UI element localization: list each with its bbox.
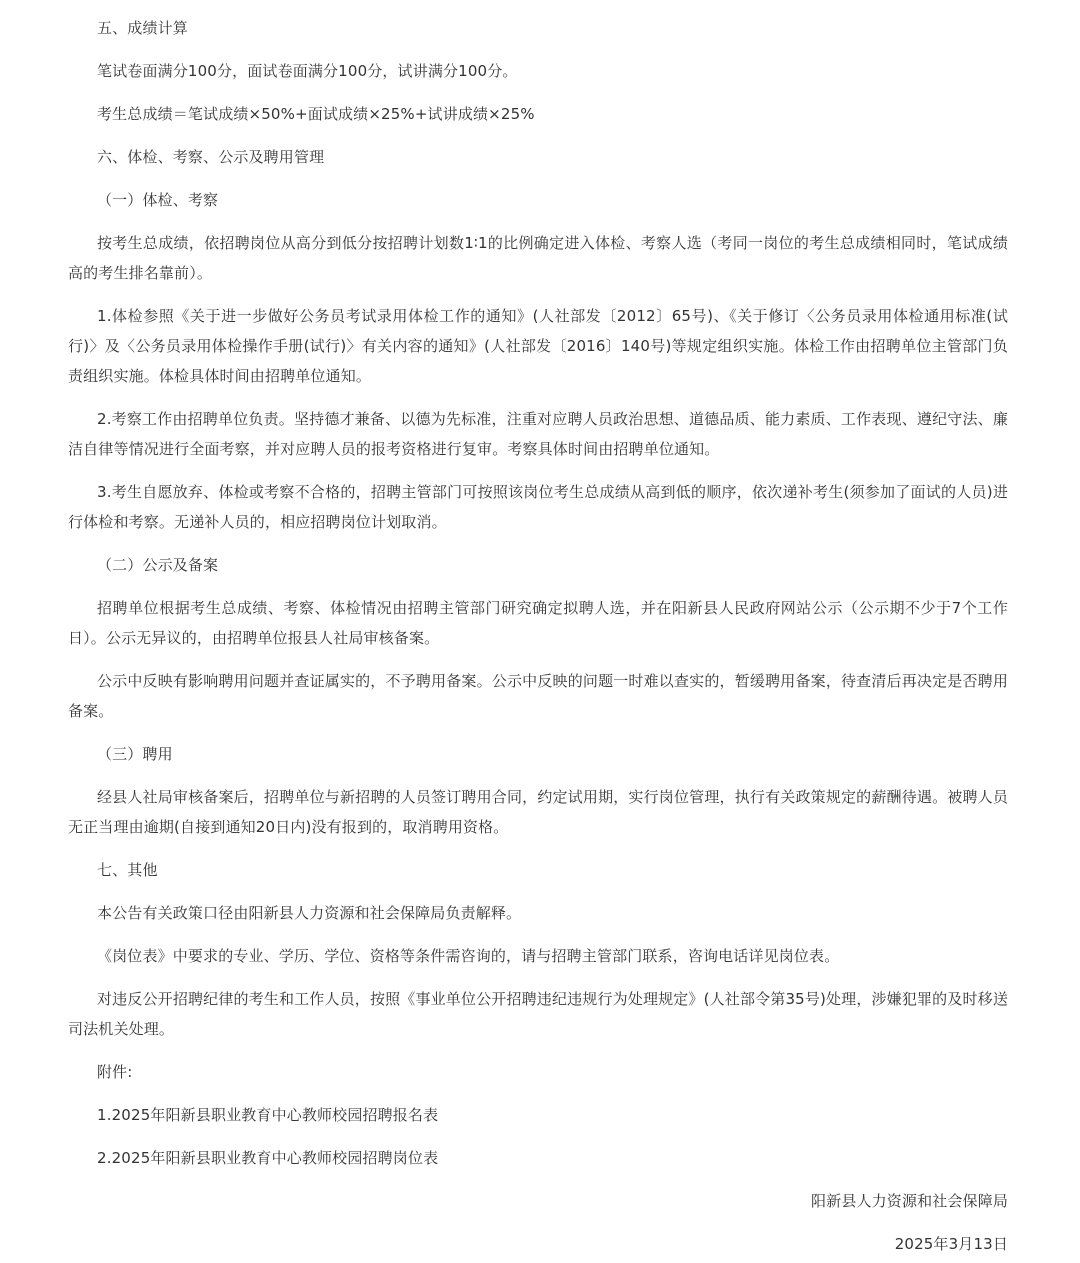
employment-paragraph: 经县人社局审核备案后，招聘单位与新招聘的人员签订聘用合同，约定试用期，实行岗位管理，执行有关政策规定的薪酬待遇。被聘人员无正当理由逾期(自接到通知20日内)没有报到的，取消聘用资格。 bbox=[68, 788, 1008, 836]
replacement-paragraph: 3.考生自愿放弃、体检或考察不合格的，招聘主管部门可按照该岗位考生总成绩从高到低的顺序，依次递补考生(须参加了面试的人员)进行体检和考察。无递补人员的，相应招聘岗位计划取消。 bbox=[68, 483, 1008, 531]
section-6-heading: 六、体检、考察、公示及聘用管理 bbox=[97, 148, 325, 166]
publicity-issues-paragraph: 公示中反映有影响聘用问题并查证属实的，不予聘用备案。公示中反映的问题一时难以查实的，暂缓聘用备案，待查清后再决定是否聘用备案。 bbox=[68, 672, 1008, 720]
consultation-paragraph: 《岗位表》中要求的专业、学历、学位、资格等条件需咨询的，请与招聘主管部门联系，咨询电话详见岗位表。 bbox=[97, 947, 840, 965]
inspection-paragraph: 2.考察工作由招聘单位负责。坚持德才兼备、以德为先标准，注重对应聘人员政治思想、道德品质、能力素质、工作表现、遵纪守法、廉洁自律等情况进行全面考察，并对应聘人员的报考资格进行复审。考察具体时间由招聘单位通知。 bbox=[68, 410, 1008, 458]
section-7-heading: 七、其他 bbox=[97, 861, 158, 879]
discipline-paragraph: 对违反公开招聘纪律的考生和工作人员，按照《事业单位公开招聘违纪违规行为处理规定》(人社部令第35号)处理，涉嫌犯罪的及时移送司法机关处理。 bbox=[68, 990, 1008, 1038]
subsection-1-heading: （一）体检、考察 bbox=[97, 191, 219, 209]
attachment-item[interactable]: 2.2025年阳新县职业教育中心教师校园招聘岗位表 bbox=[97, 1149, 439, 1167]
attachments-label: 附件: bbox=[97, 1063, 133, 1081]
full-marks-paragraph: 笔试卷面满分100分，面试卷面满分100分，试讲满分100分。 bbox=[97, 62, 518, 80]
subsection-2-heading: （二）公示及备案 bbox=[97, 556, 219, 574]
signature-date: 2025年3月13日 bbox=[894, 1235, 1008, 1253]
attachment-item[interactable]: 1.2025年阳新县职业教育中心教师校园招聘报名表 bbox=[97, 1106, 439, 1124]
signature-organization: 阳新县人力资源和社会保障局 bbox=[811, 1192, 1008, 1210]
selection-intro-paragraph: 按考生总成绩，依招聘岗位从高分到低分按招聘计划数1∶1的比例确定进入体检、考察人选（考同一岗位的考生总成绩相同时，笔试成绩高的考生排名靠前）。 bbox=[68, 234, 1008, 282]
score-formula-paragraph: 考生总成绩＝笔试成绩×50%+面试成绩×25%+试讲成绩×25% bbox=[97, 105, 535, 123]
physical-exam-paragraph: 1.体检参照《关于进一步做好公务员考试录用体检工作的通知》(人社部发〔2012〕65号)、《关于修订〈公务员录用体检通用标准(试行)〉及〈公务员录用体检操作手册(试行)〉有关内容的通知》(人社部发〔2016〕140号)等规定组织实施。体检工作由招聘单位主管部门负责组织实施。体检具体时间由招聘单位通知。 bbox=[68, 307, 1008, 385]
interpretation-paragraph: 本公告有关政策口径由阳新县人力资源和社会保障局负责解释。 bbox=[97, 904, 522, 922]
subsection-3-heading: （三）聘用 bbox=[97, 745, 173, 763]
publicity-paragraph: 招聘单位根据考生总成绩、考察、体检情况由招聘主管部门研究确定拟聘人选，并在阳新县人民政府网站公示（公示期不少于7个工作日）。公示无异议的，由招聘单位报县人社局审核备案。 bbox=[68, 599, 1008, 647]
section-5-heading: 五、成绩计算 bbox=[97, 19, 188, 37]
